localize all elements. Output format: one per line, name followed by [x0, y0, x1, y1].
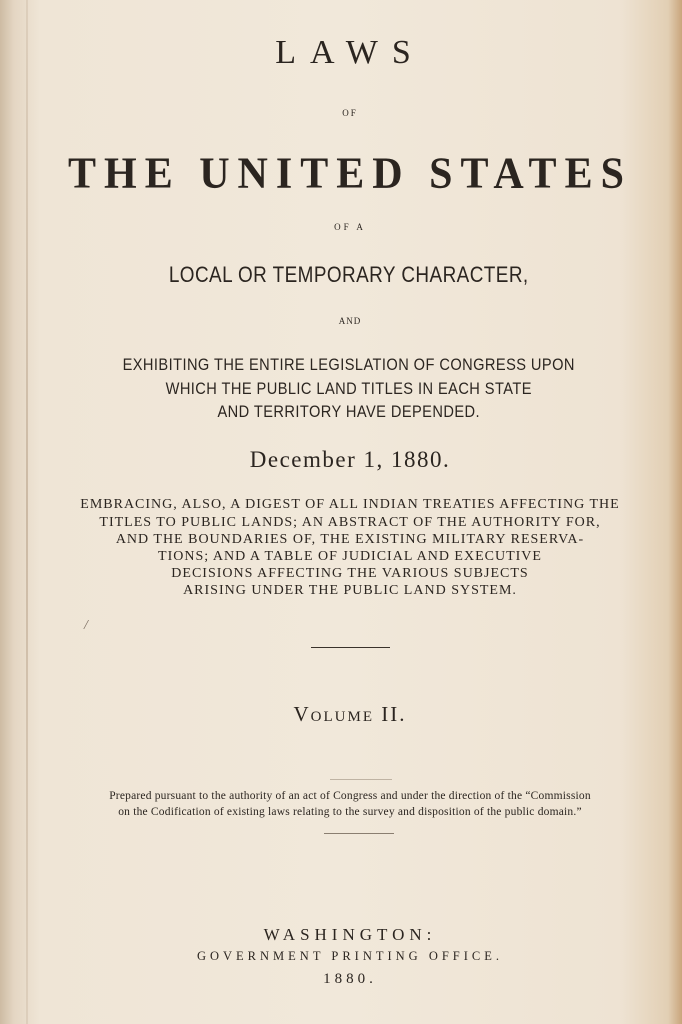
exhibiting-line-2: WHICH THE PUBLIC LAND TITLES IN EACH STATE	[165, 379, 532, 398]
embracing-line-1: EMBRACING, ALSO, A DIGEST OF ALL INDIAN TREATIES AFFECTING THE	[80, 497, 620, 512]
title-laws: LAWS	[275, 34, 425, 71]
embracing-line-3: AND THE BOUNDARIES OF, THE EXISTING MILITARY RESERVA-	[115, 532, 585, 547]
volume-heading	[0, 702, 682, 727]
faint-rule-bottom	[324, 833, 394, 834]
imprint-printer: GOVERNMENT PRINTING OFFICE.	[196, 949, 504, 963]
prepared-line-2: on the Codification of existing laws relating to the survey and disposition of the public domain.”	[118, 806, 582, 818]
imprint-city: WASHINGTON:	[263, 925, 437, 944]
prepared-line-1: Prepared pursuant to the authority of an act of Congress and under the direction of the “Commission	[109, 790, 591, 802]
volume-initial: V	[293, 702, 311, 726]
publication-date: December 1, 1880.	[249, 447, 451, 472]
volume-word: OLUME	[310, 709, 374, 725]
embracing-line-6: ARISING UNDER THE PUBLIC LAND SYSTEM.	[183, 583, 517, 598]
connector-of-a: OF A	[334, 222, 366, 232]
divider-rule	[311, 647, 390, 648]
connector-and: AND	[338, 316, 362, 326]
embracing-line-5: DECISIONS AFFECTING THE VARIOUS SUBJECTS	[171, 566, 529, 581]
title-united-states: THE UNITED STATES	[68, 149, 632, 199]
subtitle-local-character: LOCAL OR TEMPORARY CHARACTER,	[168, 262, 529, 287]
exhibiting-line-3: AND TERRITORY HAVE DEPENDED.	[217, 402, 481, 421]
volume-number: II.	[381, 702, 407, 726]
embracing-line-2: TITLES TO PUBLIC LANDS; AN ABSTRACT OF THE AUTHORITY FOR,	[99, 515, 601, 530]
imprint-year: 1880.	[323, 971, 377, 987]
faint-rule-top	[330, 779, 392, 780]
exhibiting-line-1: EXHIBITING THE ENTIRE LEGISLATION OF CONGRESS UPON	[122, 355, 575, 374]
connector-of: OF	[342, 108, 358, 118]
embracing-line-4: TIONS; AND A TABLE OF JUDICIAL AND EXECUTIVE	[158, 549, 542, 564]
margin-mark: /	[84, 618, 88, 633]
